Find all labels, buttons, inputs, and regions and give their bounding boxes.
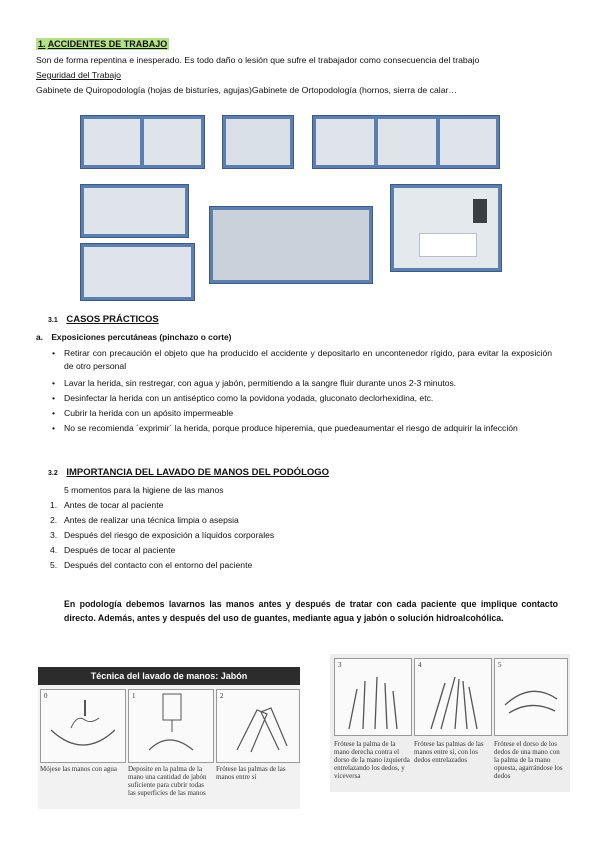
moment-text: Después del riesgo de exposición a líquidos corporales: [64, 530, 275, 540]
section1-subheading: Seguridad del Trabajo: [36, 70, 122, 80]
step-caption: Frótese las palmas de las manos entre sí: [216, 765, 286, 781]
palms-rubbing-icon: [217, 690, 299, 762]
moment-text: Antes de tocar al paciente: [64, 500, 164, 510]
step-caption: Frótese las palmas de las manos entre sí, con los dedos entrelazados: [414, 740, 484, 764]
bullet-item: [52, 347, 552, 375]
step-caption: Deposite en la palma de la mano una cantidad de jabón suficiente para cubrir todas las superficies de las manos: [128, 765, 207, 797]
step-panel: [494, 658, 568, 736]
photo-gloves-instruments: [80, 115, 205, 169]
section31-number: 3.1: [48, 317, 58, 324]
photo-sink: [390, 184, 502, 272]
bullet-text: Retirar con precaución el objeto que ha producido el accidente y depositarlo en uncontenedor rígido, para evitar la exposición de otro personal: [64, 348, 552, 371]
section1-number: 1.: [38, 39, 46, 49]
bullet-dot: •: [52, 393, 56, 403]
palms-interlaced-icon: [415, 659, 491, 735]
section32-intro: 5 momentos para la higiene de las manos: [64, 485, 224, 495]
hands-wetting-icon: [41, 690, 125, 762]
bullet-text: Desinfectar la herida con un antiséptico como la povidona yodada, gluconato declorhexidina, etc.: [64, 393, 434, 403]
section1-definition: Son de forma repentina e inesperado. Es todo daño o lesión que sufre el trabajador como consecuencia del trabajo: [36, 55, 480, 65]
moment-number: 5.: [50, 560, 58, 570]
bullet-text: Cubrir la herida con un apósito impermeable: [64, 408, 234, 418]
step-caption: Mójese las manos con agua: [40, 765, 117, 773]
bullet-item: [52, 422, 552, 450]
step-number: 3: [338, 661, 342, 669]
photo-workshop: [80, 243, 195, 301]
section1-heading: [36, 38, 169, 50]
step-caption: Frótese el dorso de los dedos de una mano con la palma de la mano opuesta, agarrándose los dedos: [494, 740, 563, 780]
section32-title: IMPORTANCIA DEL LAVADO DE MANOS DEL PODÓLOGO: [66, 467, 330, 478]
step-number: 2: [220, 692, 224, 700]
soap-dispenser-icon: [129, 690, 213, 762]
moment-number: 3.: [50, 530, 58, 540]
section31-sub-label: a.: [36, 332, 43, 342]
step-panel: [414, 658, 492, 736]
step-panel: [40, 689, 126, 763]
moment-item: [50, 499, 163, 512]
handwash-header: [38, 667, 300, 685]
photo-grinding: [209, 206, 373, 284]
moment-text: Después del contacto con el entorno del paciente: [64, 560, 253, 570]
bullet-dot: •: [52, 348, 56, 358]
bullet-dot: •: [52, 378, 56, 388]
step-number: 1: [132, 692, 136, 700]
handwash-figure-left: [38, 667, 300, 809]
section31-sub-title: Exposiciones percutáneas (pinchazo o corte): [51, 332, 232, 342]
step-caption: Frótese la palma de la mano derecha contra el dorso de la mano izquierda entrelazando los dedos, y viceversa: [334, 740, 410, 780]
bullet-dot: •: [52, 423, 56, 433]
moment-number: 4.: [50, 545, 58, 555]
photo-oven-equipment: [312, 115, 500, 169]
section1-title: ACCIDENTES DE TRABAJO: [47, 39, 168, 49]
step-panel: [334, 658, 412, 736]
moment-item: [50, 529, 274, 542]
moment-text: Después de tocar al paciente: [64, 545, 176, 555]
step-number: 4: [418, 661, 422, 669]
moment-item: [50, 544, 175, 557]
moment-item: [50, 514, 239, 527]
section1-examples: Gabinete de Quiropodología (hojas de bisturíes, agujas)Gabinete de Ortopodología (hornos, sierra de calar…: [36, 85, 458, 95]
moment-number: 2.: [50, 515, 58, 525]
photo-foot-care: [222, 115, 294, 169]
section32-heading: [48, 467, 329, 480]
moment-text: Antes de realizar una técnica limpia o asepsia: [64, 515, 239, 525]
section31-title: CASOS PRÁCTICOS: [66, 314, 159, 325]
handwash-note: En podología debemos lavarnos las manos antes y después de tratar con cada paciente que implique contacto directo. Además, antes y después del uso de guantes, mediante agua y jabón o solución hidroalcohólica.: [64, 599, 558, 623]
step-panel: [128, 689, 214, 763]
handwash-figure-right: [330, 654, 570, 792]
bullet-text: Lavar la herida, sin restregar, con agua y jabón, permitiendo a la sangre fluir durante unos 2-3 minutos.: [64, 378, 457, 388]
step-number: 0: [44, 692, 48, 700]
hands-interlaced-back-icon: [335, 659, 411, 735]
moment-item: [50, 559, 252, 572]
section31-heading: [48, 314, 159, 327]
bullet-dot: •: [52, 408, 56, 418]
step-number: 5: [498, 661, 502, 669]
section32-number: 3.2: [48, 470, 58, 477]
bullet-text: No se recomienda ´exprimir´ la herida, porque produce hiperemia, que puedeaumentar el riesgo de adquirir la infección: [64, 423, 518, 433]
section31-subheading: [36, 331, 231, 343]
fingers-gripping-icon: [495, 659, 567, 735]
handwash-header-text: Técnica del lavado de manos: Jabón: [90, 671, 248, 681]
moment-number: 1.: [50, 500, 58, 510]
photo-heat-gun: [80, 184, 189, 238]
step-panel: [216, 689, 300, 763]
